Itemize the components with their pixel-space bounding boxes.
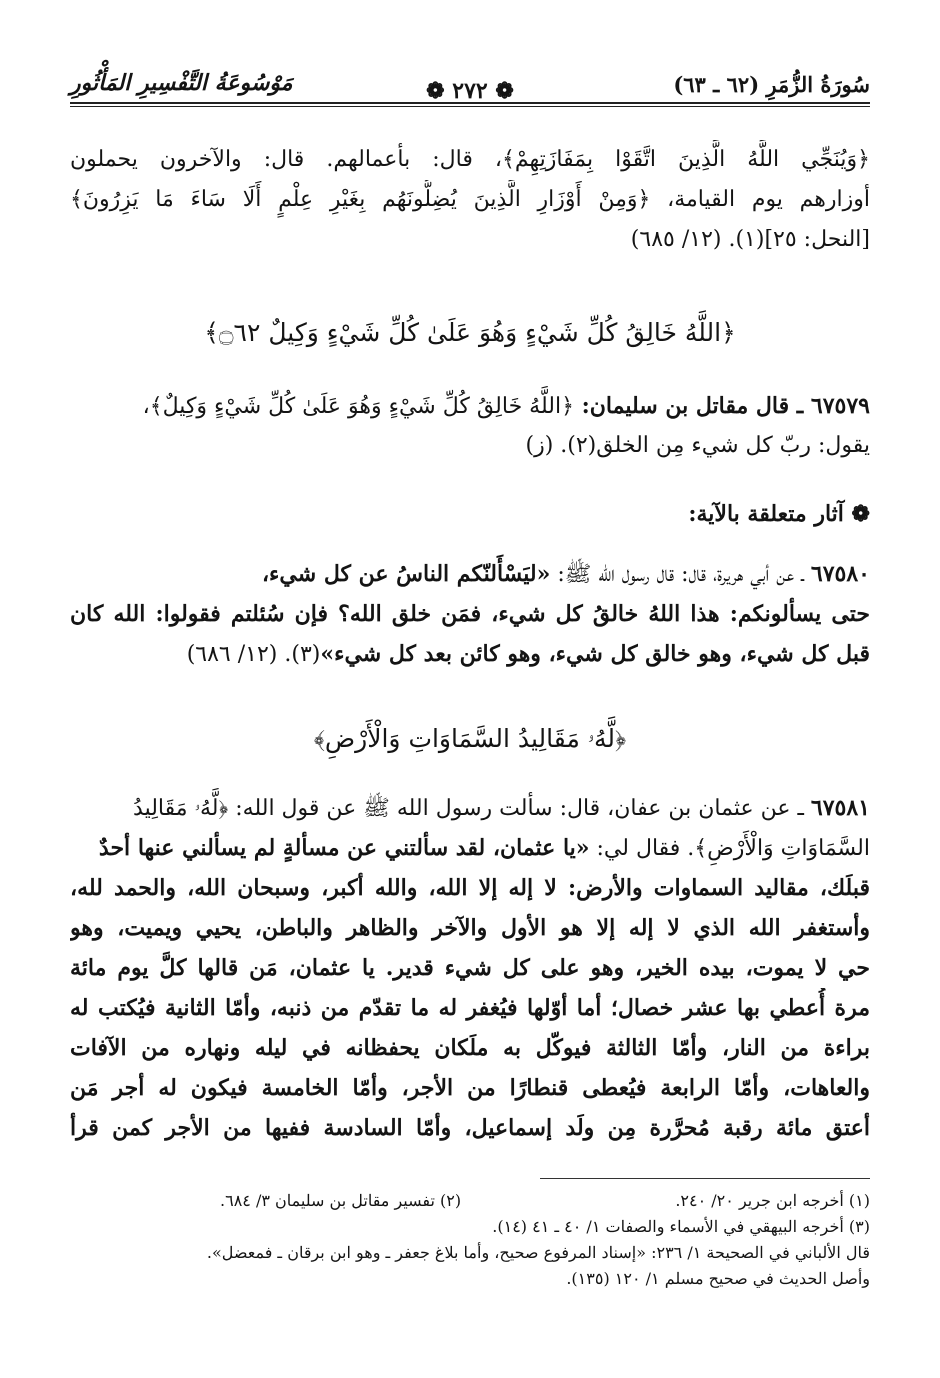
hadith-line: قبلَك، مقاليد السماوات والأرض: لا إله إلا الله، والله أكبر، وسبحان الله، والحمد لله، bbox=[70, 875, 870, 901]
reference: (٣). (١٢/ ٦٨٦) bbox=[186, 642, 321, 667]
intro-paragraph bbox=[70, 140, 870, 260]
footnote-3-note: قال الألباني في الصحيحة ١/ ٢٣٦: «إسناد المرفوع صحيح، وأما بلاغ جعفر ـ وهو ابن برقان ـ فمعضل». bbox=[206, 1243, 870, 1262]
footnote-3-source: وأصل الحديث في صحيح مسلم ١/ ١٢٠ (١٣٥). bbox=[566, 1269, 870, 1288]
section-heading-block bbox=[70, 494, 870, 534]
verse-heading: ﴿اللَّهُ خَالِقُ كُلِّ شَيْءٍ وَهُوَ عَلَىٰ كُلِّ شَيْءٍ وَكِيلٌ ۝٦٢﴾ bbox=[204, 318, 736, 347]
hadith-line: وأستغفر الله الذي لا إله إلا هو الأول والآخر والظاهر والباطن، يحيي ويميت، وهو bbox=[70, 915, 870, 941]
page-number: ❁ ٢٧٢ ❁ bbox=[426, 78, 514, 104]
footnote-1: (١) أخرجه ابن جرير ٢٠/ ٢٤٠. bbox=[675, 1191, 870, 1210]
athar-number: ٦٧٥٧٩ bbox=[810, 393, 870, 419]
book-title: مَوْسُوعَةُ التَّفْسِيرِ المَأْثُورِ bbox=[70, 70, 293, 96]
quran-quote: السَّمَاوَاتِ وَالْأَرْضِ﴾. فقال لي: bbox=[589, 836, 870, 861]
section-heading: ❁ آثار متعلقة بالآية: bbox=[688, 501, 870, 527]
text-line: أوزارهم يوم القيامة، ﴿وَمِنْ أَوْزَارِ الَّذِينَ يُضِلُّونَهُم بِغَيْرِ عِلْمٍ أَلَا سَاءَ مَا يَزِرُونَ﴾ bbox=[70, 187, 870, 212]
text-line: يقول: ربّ كل شيء مِن الخلق(٢). (ز) bbox=[525, 433, 870, 458]
athar-67579 bbox=[70, 386, 870, 466]
text-line: [النحل: ٢٥](١). (١٢/ ٦٨٥) bbox=[630, 227, 870, 252]
athar-67580 bbox=[70, 554, 870, 674]
hadith-line: حتى يسألونكم: هذا اللهُ خالقُ كل شيء، فمَن خلق الله؟ فإن سُئلتم فقولوا: الله كان bbox=[70, 601, 870, 627]
footnote-2: (٢) تفسير مقاتل بن سليمان ٣/ ٦٨٤. bbox=[220, 1191, 462, 1210]
header-rule bbox=[70, 102, 870, 104]
hadith-line: حي لا يموت، بيده الخير، وهو على كل شيء قدير. يا عثمان، مَن قالها كلَّ يوم مائة bbox=[70, 955, 870, 981]
hadith-line: براءة من النار، وأمّا الثالثة فيوكّل به ملَكان يحفظانه في ليله ونهاره من الآفات bbox=[70, 1035, 870, 1061]
hadith-text: «يا عثمان، لقد سألتني عن مسألةٍ لم يسألني عنها أحدٌ bbox=[98, 835, 590, 861]
header-rule-thin bbox=[70, 106, 870, 107]
verse-heading: ﴿لَّهُۥ مَقَالِيدُ السَّمَاوَاتِ وَالْأَرْضِ﴾ bbox=[313, 724, 627, 753]
athar-number: ٦٧٥٨٠ bbox=[810, 561, 870, 587]
hadith-line: والعاهات، وأمّا الرابعة فيُعطى قنطارًا من الأجر، وأمّا الخامسة فيكون له أجر مَن bbox=[70, 1075, 870, 1101]
hadith-line: مرة أُعطي بها عشر خصال؛ أما أوّلها فيُغفر له ما تقدّم من ذنبه، وأمّا الثانية فيُكتب له bbox=[70, 995, 870, 1021]
text-line: ﴿وَيُنَجِّي اللَّهُ الَّذِينَ اتَّقَوْا بِمَفَازَتِهِمْ﴾، قال: بأعمالهم. قال: والآخرون يحملون bbox=[70, 147, 870, 172]
hadith-text: «ليَسْأَلنّكم الناسُ عن كل شيء، bbox=[261, 561, 551, 587]
athar-intro: ـ عن أبي هريرة، قال: قال رسول الله ﷺ: bbox=[550, 562, 811, 587]
athar-67581 bbox=[70, 788, 870, 1148]
footnotes bbox=[70, 1188, 870, 1292]
hadith-line: أعتق مائة رقبة مُحرَّرة مِن ولَد إسماعيل، وأمّا السادسة ففيها من الأجر كمن قرأ bbox=[70, 1115, 870, 1141]
hadith-text: قبل كل شيء، وهو خالق كل شيء، وهو كائن بعد كل شيء» bbox=[320, 641, 870, 667]
surah-title: سُورَةُ الزُّمَرِ (٦٢ ـ ٦٣) bbox=[673, 72, 870, 97]
footnote-3: (٣) أخرجه البيهقي في الأسماء والصفات ١/ ٤٠ ـ ٤١ (١٤). bbox=[492, 1217, 870, 1236]
athar-author: ـ قال مقاتل بن سليمان: bbox=[573, 393, 811, 419]
footnote-rule bbox=[540, 1178, 870, 1179]
athar-intro: ـ عن عثمان بن عفان، قال: سألت رسول الله ﷺ عن قول الله: ﴿لَّهُۥ مَقَالِيدُ bbox=[133, 796, 811, 821]
page-header bbox=[70, 64, 870, 106]
quran-quote: ﴿اللَّهُ خَالِقُ كُلِّ شَيْءٍ وَهُوَ عَلَىٰ كُلِّ شَيْءٍ وَكِيلٌ﴾، bbox=[142, 394, 574, 419]
athar-number: ٦٧٥٨١ bbox=[810, 795, 870, 821]
